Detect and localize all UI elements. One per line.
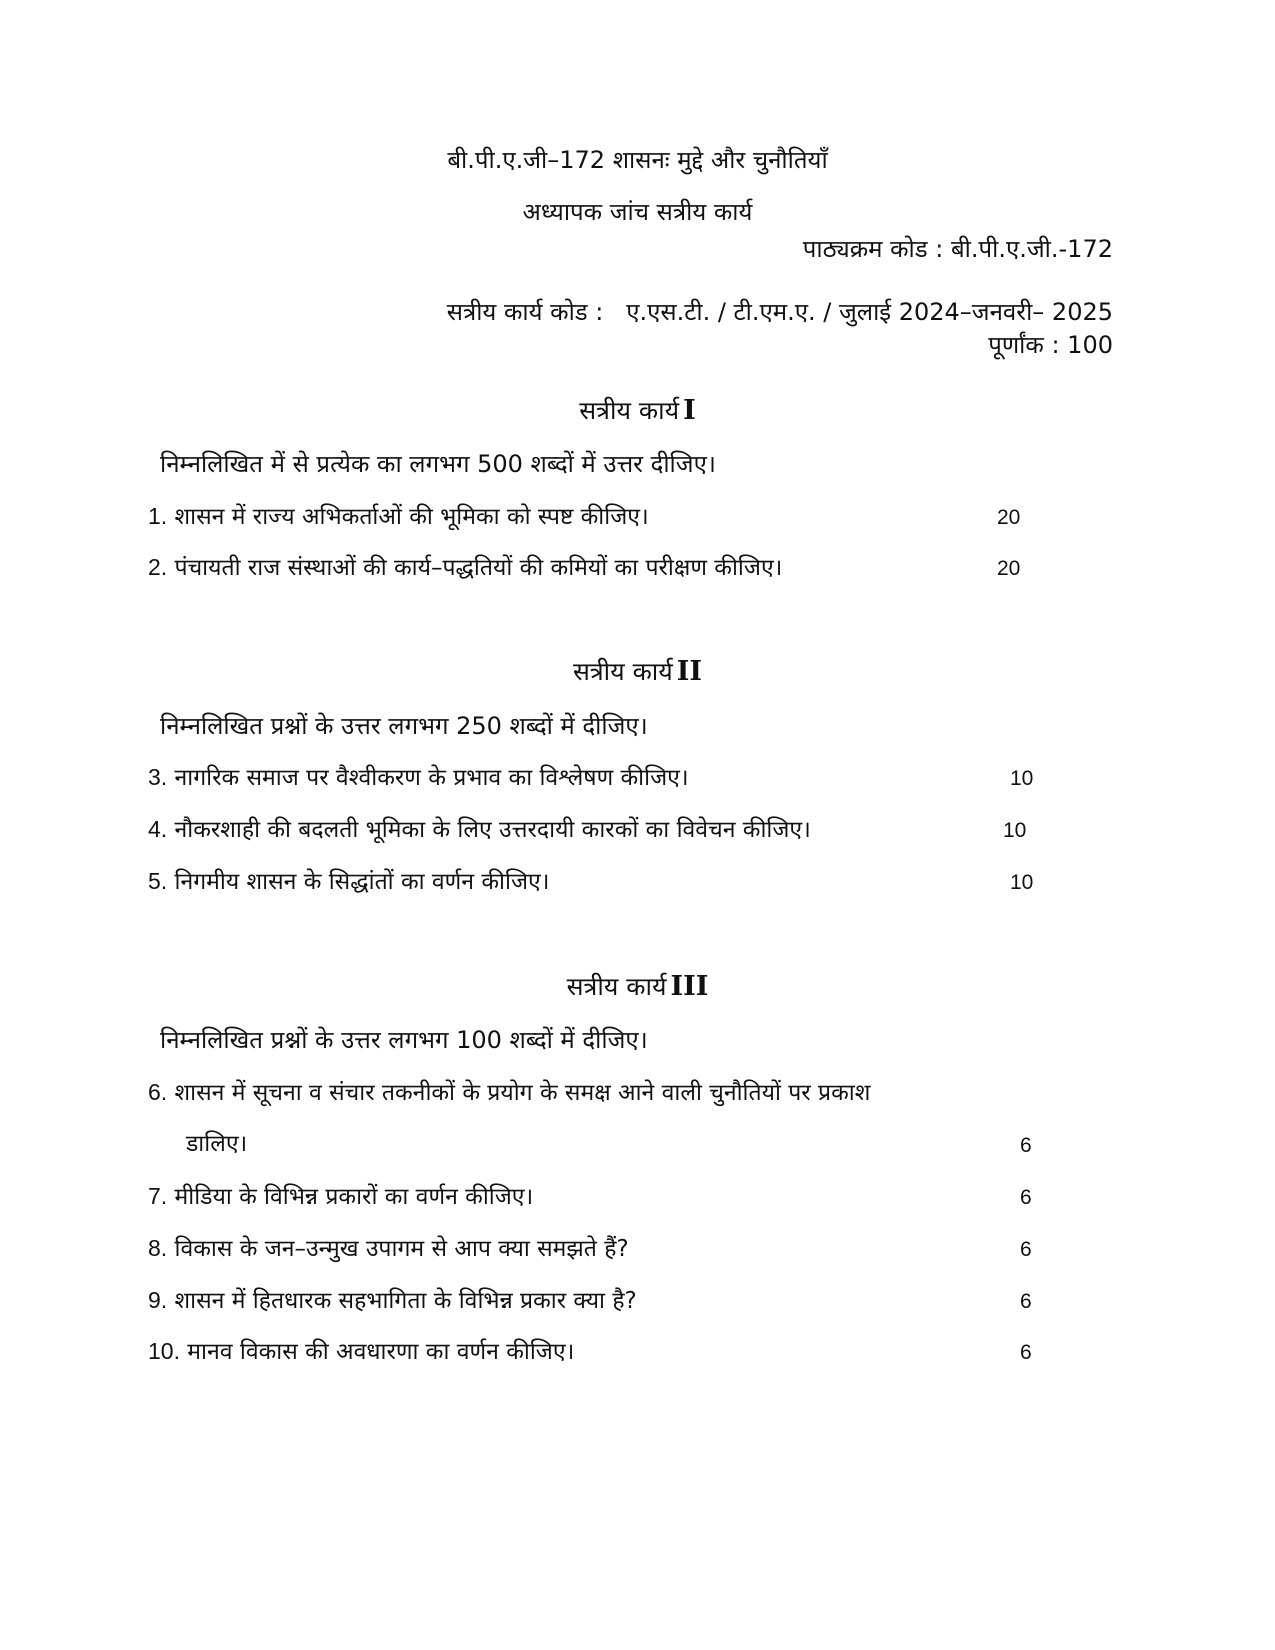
course-code: पाठ्यक्रम कोड : बी.पी.ए.जी.-172 [802,235,1113,263]
section-1-instruction: निम्नलिखित में से प्रत्येक का लगभग 500 शब्दों में उत्तर दीजिए। [160,450,716,478]
question-6-marks: 6 [1020,1134,1032,1157]
question-10 [148,1335,574,1368]
question-2 [148,551,782,584]
question-text: पंचायती राज संस्थाओं की कार्य–पद्धतियों की कमियों का परीक्षण कीजिए। [174,555,783,581]
question-text: नौकरशाही की बदलती भूमिका के लिए उत्तरदायी कारकों का विवेचन कीजिए। [174,817,811,843]
question-9 [148,1284,637,1317]
document-subtitle: अध्यापक जांच सत्रीय कार्य [522,198,753,226]
section-heading-3 [0,970,1275,1004]
section-roman-numeral: III [670,971,709,1002]
question-number: 3. [148,764,168,790]
section-3-instruction: निम्नलिखित प्रश्नों के उत्तर लगभग 100 शब्दों में दीजिए। [160,1026,648,1054]
question-text: शासन में हितधारक सहभागिता के विभिन्न प्रकार क्या है? [174,1288,637,1314]
question-text: नागरिक समाज पर वैश्वीकरण के प्रभाव का विश्लेषण कीजिए। [174,765,689,791]
assignment-code-label: सत्रीय कार्य कोड : [446,298,604,326]
question-1 [148,500,649,533]
question-7 [148,1180,533,1213]
question-5 [148,865,549,898]
question-number: 4. [148,816,168,842]
question-number: 6. [148,1079,168,1105]
question-6 [148,1076,870,1109]
question-number: 7. [148,1183,168,1209]
question-3 [148,761,689,794]
section-roman-numeral: I [683,395,696,426]
section-roman-numeral: II [676,656,703,687]
question-number: 2. [148,554,168,580]
question-4-marks: 10 [1003,819,1027,842]
question-text: शासन में राज्य अभिकर्ताओं की भूमिका को स्पष्ट कीजिए। [174,504,649,530]
question-2-marks: 20 [997,557,1021,580]
document-title: बी.पी.ए.जी–172 शासनः मुद्दे और चुनौतियाँ [447,146,828,174]
question-10-marks: 6 [1020,1341,1032,1364]
question-number: 9. [148,1287,168,1313]
question-4 [148,813,811,846]
question-text: निगमीय शासन के सिद्धांतों का वर्णन कीजिए। [174,869,550,895]
question-9-marks: 6 [1020,1290,1032,1313]
question-6-continuation: डालिए। [186,1131,248,1157]
assignment-code [447,296,1113,328]
question-8-marks: 6 [1020,1238,1032,1261]
question-8 [148,1232,629,1265]
question-number: 5. [148,868,168,894]
question-5-marks: 10 [1010,871,1034,894]
question-1-marks: 20 [997,506,1021,529]
section-heading-2 [0,655,1275,689]
section-heading-prefix: सत्रीय कार्य [572,657,673,686]
question-3-marks: 10 [1010,767,1034,790]
question-number: 1. [148,503,168,529]
question-text: शासन में सूचना व संचार तकनीकों के प्रयोग के समक्ष आने वाली चुनौतियों पर प्रकाश [174,1080,871,1106]
question-number: 10. [148,1338,180,1364]
section-heading-prefix: सत्रीय कार्य [579,396,680,425]
assignment-code-value: ए.एस.टी. / टी.एम.ए. / जुलाई 2024–जनवरी– 2025 [626,298,1113,326]
question-text: मानव विकास की अवधारणा का वर्णन कीजिए। [187,1339,575,1365]
max-marks: पूर्णांक : 100 [988,331,1113,359]
question-number: 8. [148,1235,168,1261]
section-heading-1 [0,394,1275,428]
section-2-instruction: निम्नलिखित प्रश्नों के उत्तर लगभग 250 शब्दों में दीजिए। [160,712,648,740]
question-text: विकास के जन–उन्मुख उपागम से आप क्या समझते हैं? [174,1236,629,1262]
question-7-marks: 6 [1020,1186,1032,1209]
section-heading-prefix: सत्रीय कार्य [566,972,667,1001]
question-text: मीडिया के विभिन्न प्रकारों का वर्णन कीजिए। [174,1184,534,1210]
